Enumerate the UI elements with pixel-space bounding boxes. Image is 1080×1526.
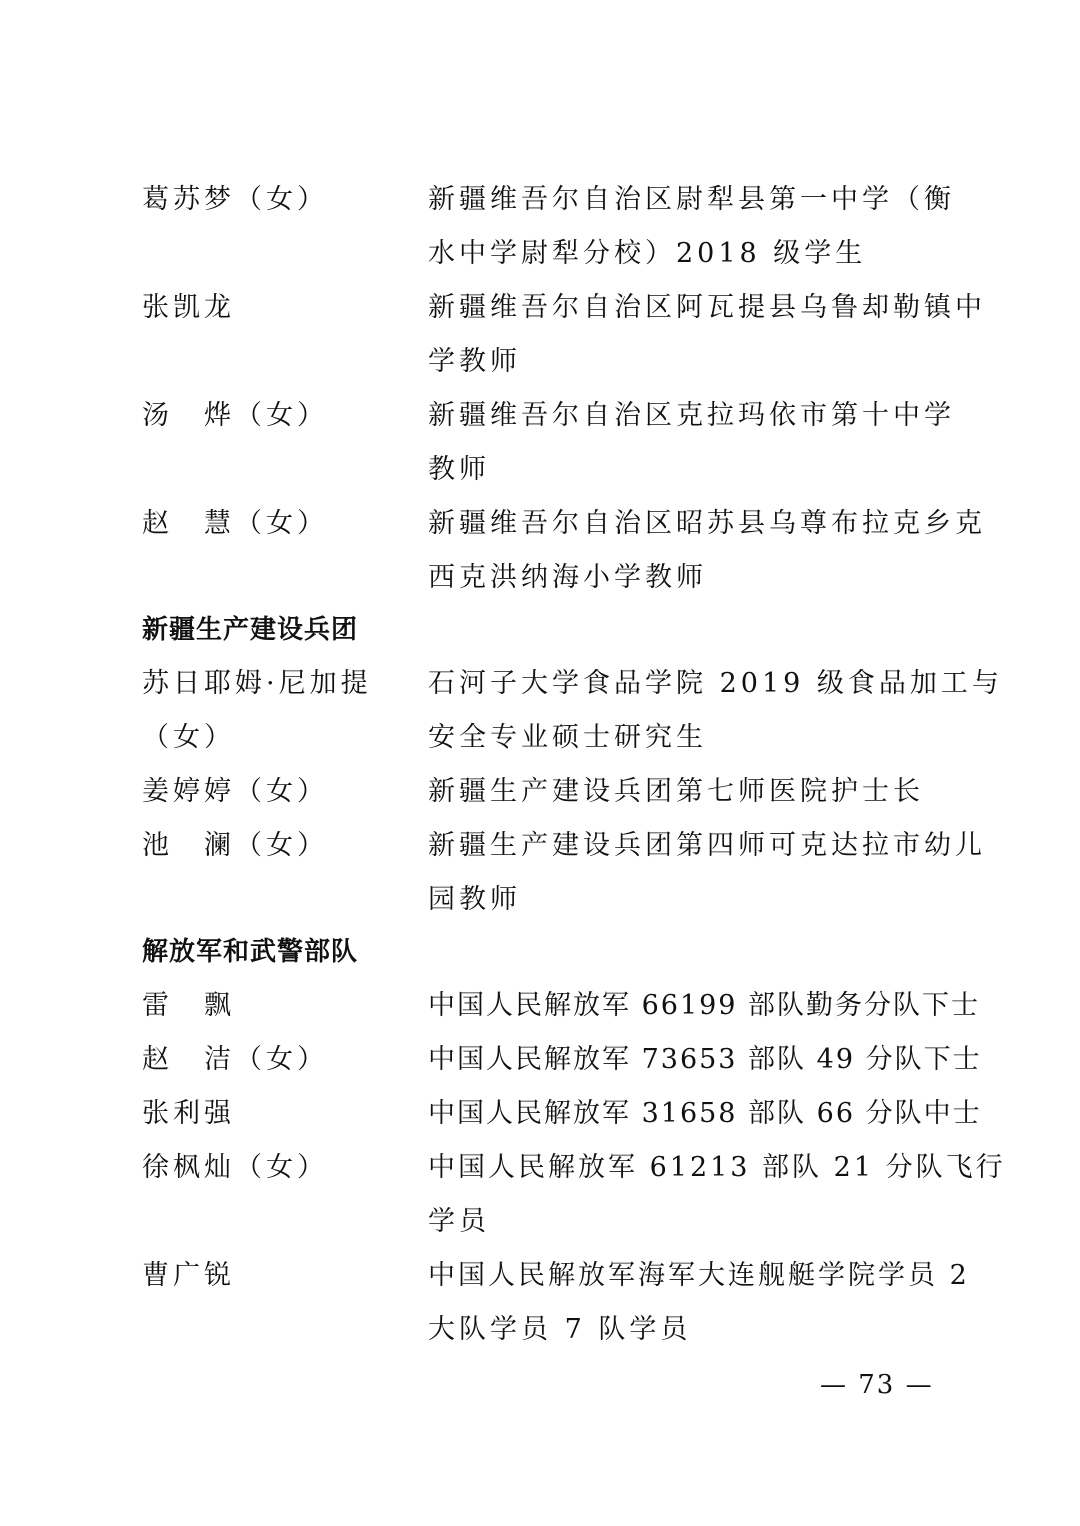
entry-desc: 水中学尉犁分校）2018 级学生 (428, 238, 867, 269)
entry-desc: 新疆维吾尔自治区尉犁县第一中学（衡 (428, 184, 955, 215)
entry-name: 张利强 (142, 1098, 235, 1129)
entry-desc: 中国人民解放军 61213 部队 21 分队飞行 (428, 1152, 1006, 1183)
page-number: — 73 — (820, 1370, 934, 1400)
entry-name: 张凯龙 (142, 292, 235, 323)
entry-name: 赵 慧（女） (142, 508, 328, 539)
entry-desc: 新疆生产建设兵团第七师医院护士长 (428, 776, 924, 807)
entry-desc: 中国人民解放军海军大连舰艇学院学员 2 (428, 1260, 970, 1291)
entry-desc: 新疆维吾尔自治区昭苏县乌尊布拉克乡克 (428, 508, 986, 539)
entry-desc: 学教师 (428, 346, 521, 377)
entry-desc: 西克洪纳海小学教师 (428, 562, 707, 593)
entry-desc: 新疆生产建设兵团第四师可克达拉市幼儿 (428, 830, 986, 861)
entry-name: 徐枫灿（女） (142, 1152, 328, 1183)
section-heading: 新疆生产建设兵团 (142, 615, 359, 645)
entry-desc: 新疆维吾尔自治区克拉玛依市第十中学 (428, 400, 955, 431)
entry-name: 姜婷婷（女） (142, 776, 328, 807)
entry-desc: 新疆维吾尔自治区阿瓦提县乌鲁却勒镇中 (428, 292, 986, 323)
entry-desc: 园教师 (428, 884, 521, 915)
entry-name: 汤 烨（女） (142, 400, 328, 431)
entry-name: 曹广锐 (142, 1260, 235, 1291)
entry-name: 葛苏梦（女） (142, 184, 328, 215)
entry-name: 苏日耶姆·尼加提 (142, 668, 372, 699)
entry-name-continued: （女） (142, 722, 235, 753)
entry-name: 赵 洁（女） (142, 1044, 328, 1075)
entry-desc: 安全专业硕士研究生 (428, 722, 707, 753)
entry-desc: 教师 (428, 454, 490, 485)
entry-desc: 大队学员 7 队学员 (428, 1314, 692, 1345)
section-heading: 解放军和武警部队 (142, 937, 359, 967)
entry-desc: 石河子大学食品学院 2019 级食品加工与 (428, 668, 1003, 699)
entry-desc: 中国人民解放军 73653 部队 49 分队下士 (428, 1044, 982, 1075)
entry-name: 池 澜（女） (142, 830, 328, 861)
entry-desc: 学员 (428, 1206, 490, 1237)
entry-desc: 中国人民解放军 66199 部队勤务分队下士 (428, 990, 981, 1021)
entry-name: 雷 飘 (142, 990, 235, 1021)
entry-desc: 中国人民解放军 31658 部队 66 分队中士 (428, 1098, 982, 1129)
